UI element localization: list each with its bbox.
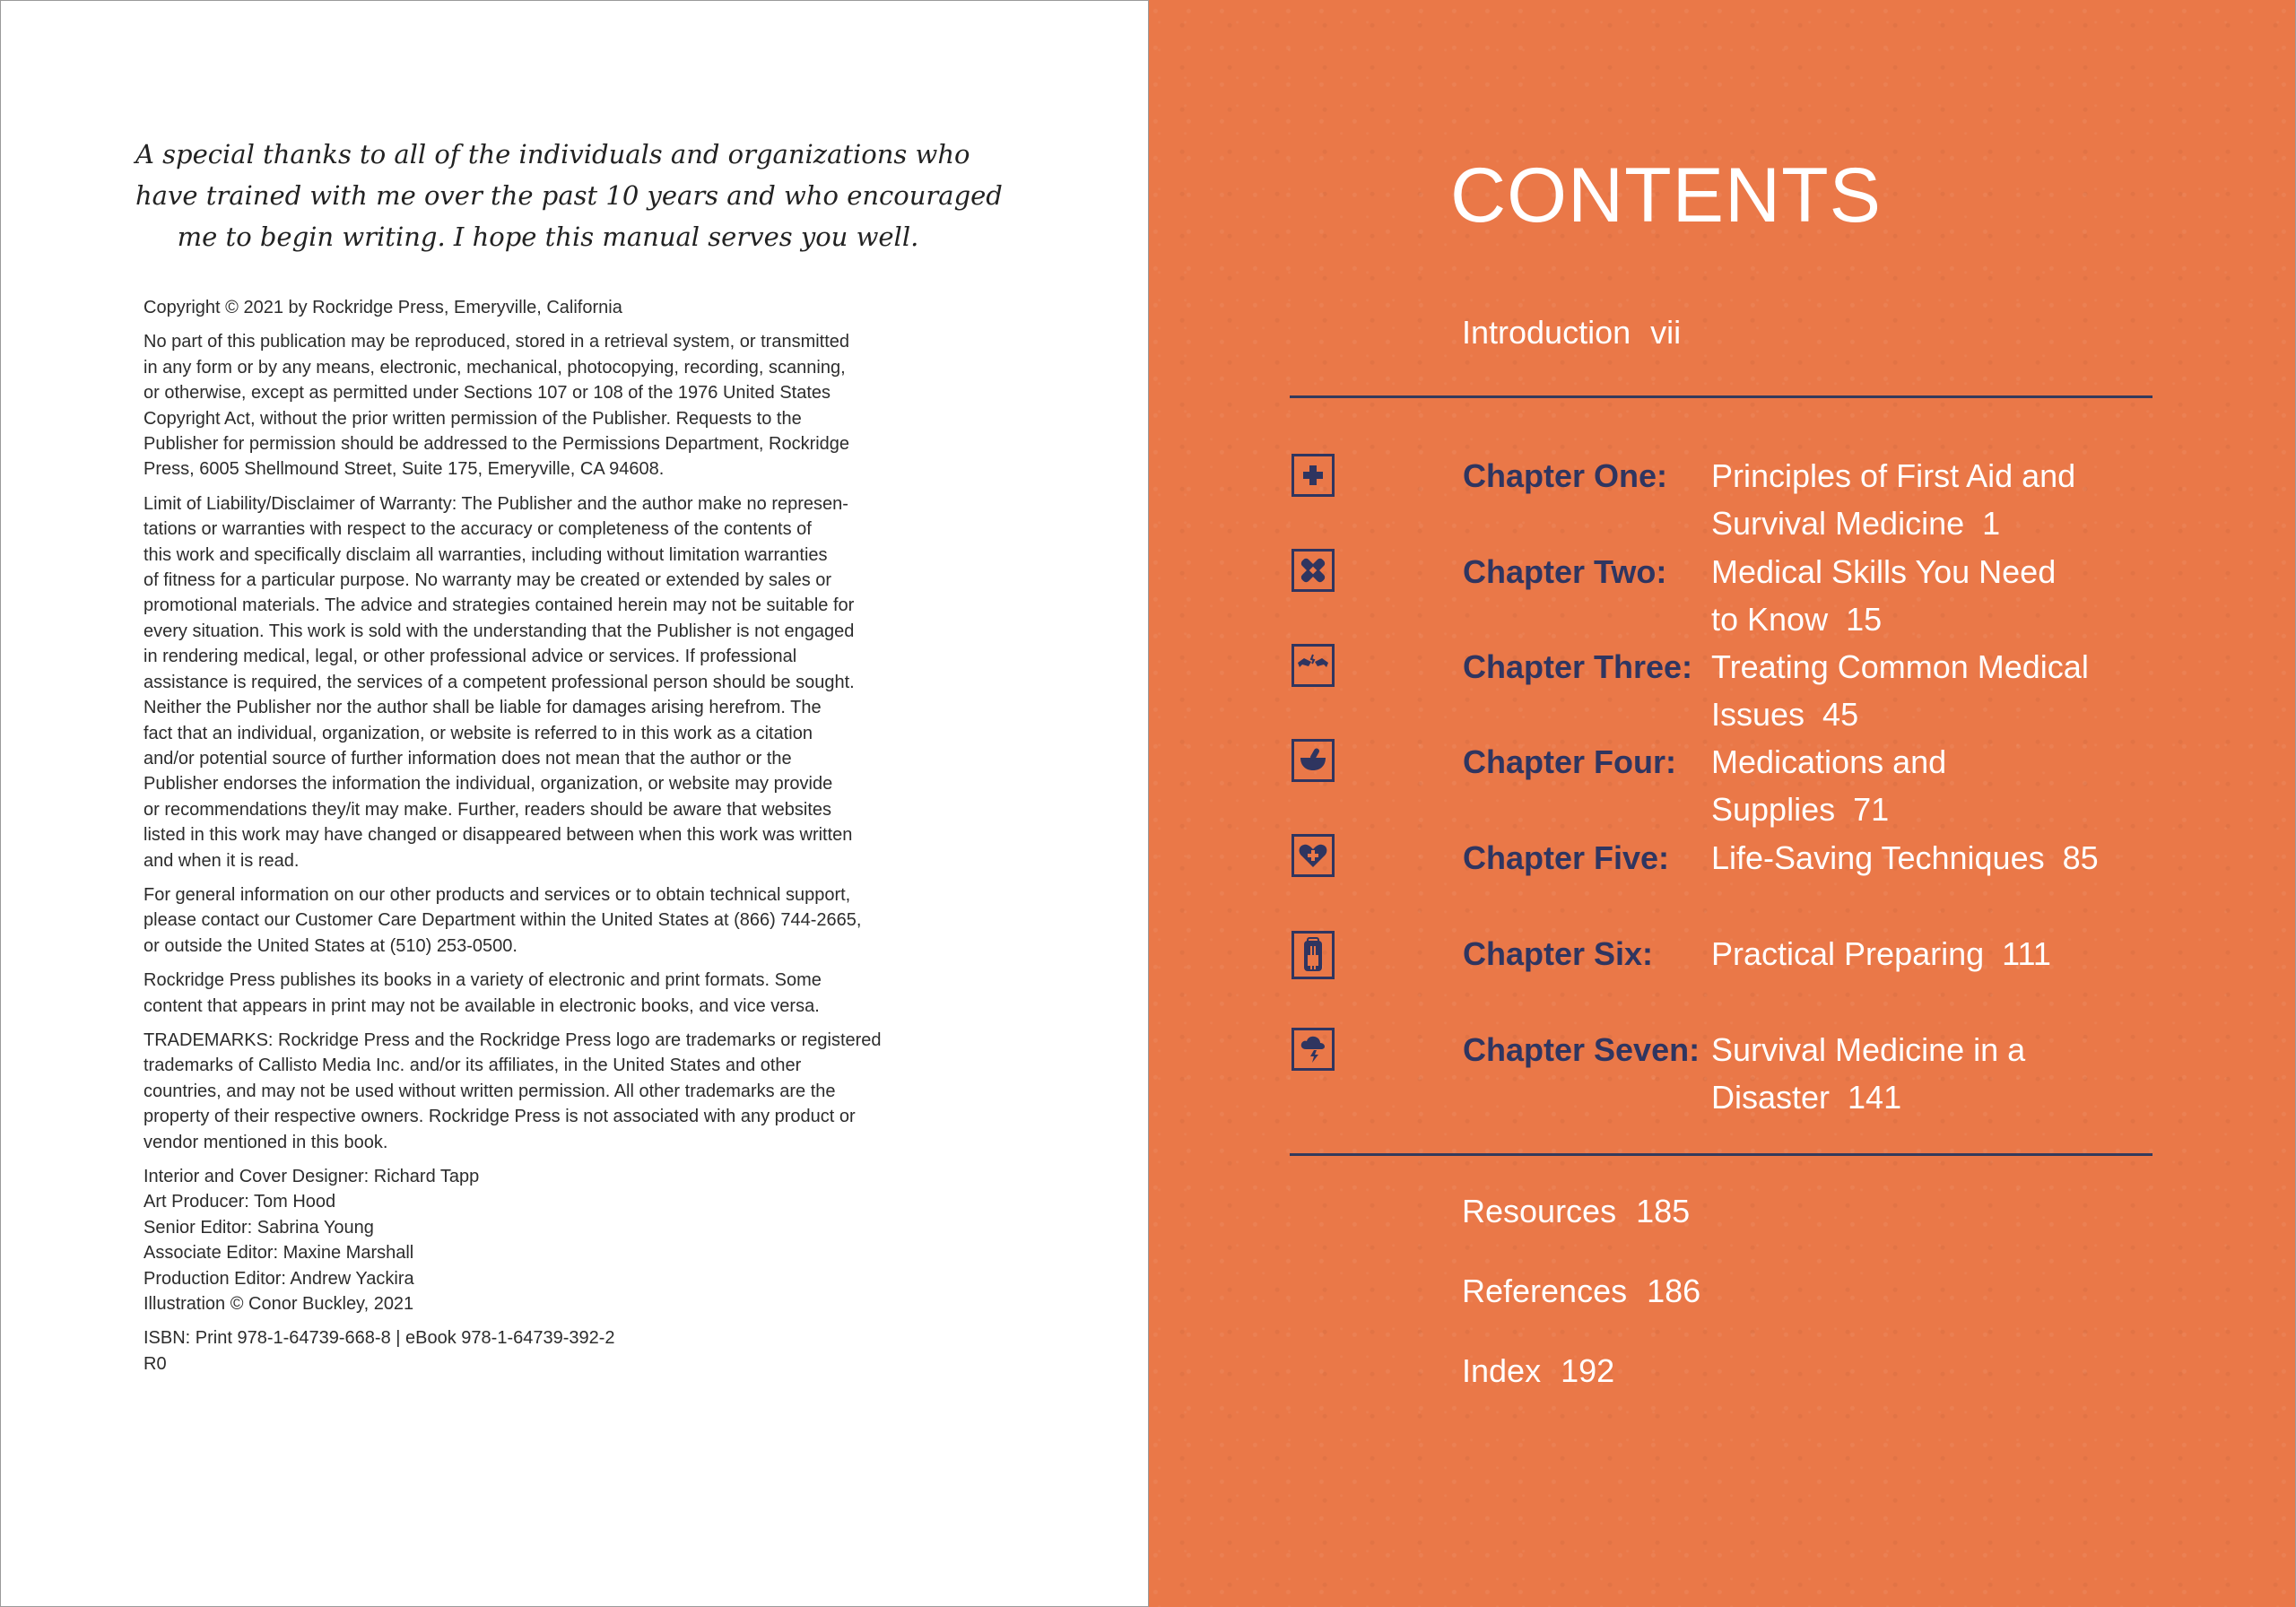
toc-entry-label: Resources bbox=[1462, 1193, 1617, 1229]
dedication-line: have trained with me over the past 10 years and who encouraged bbox=[135, 180, 1003, 211]
toc-page-number: vii bbox=[1650, 314, 1682, 351]
copyright-line: Copyright © 2021 by Rockridge Press, Emeryville, California bbox=[144, 298, 622, 317]
trademarks-line: property of their respective owners. Rockridge Press is not associated with any product or bbox=[144, 1107, 856, 1127]
liability-line: assistance is required, the services of a competent professional person should be sought. bbox=[144, 672, 855, 692]
chapter-title-line: Issues bbox=[1711, 696, 1805, 733]
general-info-line: or outside the United States at (510) 253-0500. bbox=[144, 935, 517, 956]
trademarks-line: countries, and may not be used without written permission. All other trademarks are the bbox=[144, 1081, 836, 1101]
dedication-line: me to begin writing. I hope this manual serves you well. bbox=[177, 222, 919, 252]
chapter-title-line: Survival Medicine in a bbox=[1711, 1031, 2026, 1068]
general-info-line: please contact our Customer Care Department within the United States at (866) 744-2665, bbox=[144, 910, 862, 931]
chapter-three-title[interactable] bbox=[1711, 643, 2089, 738]
trademarks-paragraph bbox=[144, 1028, 951, 1155]
rights-paragraph bbox=[144, 329, 951, 482]
toc-introduction[interactable] bbox=[1462, 314, 1681, 352]
liability-line: Neither the Publisher nor the author shall be liable for damages arising herefrom. The bbox=[144, 698, 822, 718]
rights-line: No part of this publication may be reproduced, stored in a retrieval system, or transmitted bbox=[144, 332, 850, 352]
chapter-four-label[interactable]: Chapter Four: bbox=[1463, 743, 1676, 780]
liability-line: every situation. This work is sold with the understanding that the Publisher is not engaged bbox=[144, 621, 855, 641]
liability-line: in rendering medical, legal, or other professional advice or services. If professional bbox=[144, 647, 797, 667]
rights-line: Copyright Act, without the prior written permission of the Publisher. Requests to the bbox=[144, 408, 802, 429]
toc-page-number: 186 bbox=[1647, 1273, 1701, 1309]
toc-entry-label: Introduction bbox=[1462, 314, 1631, 351]
chapter-two-title[interactable] bbox=[1711, 548, 2056, 643]
liability-line: fact that an individual, organization, or website is referred to in this work as a citation bbox=[144, 723, 813, 743]
liability-line: promotional materials. The advice and strategies contained herein may not be suitable for bbox=[144, 595, 855, 616]
isbn-line: ISBN: Print 978-1-64739-668-8 | eBook 978-1-64739-392-2 bbox=[144, 1328, 615, 1349]
storm-cloud-icon bbox=[1292, 1028, 1335, 1071]
credit-line: Illustration © Conor Buckley, 2021 bbox=[144, 1294, 414, 1315]
chapter-title-line: to Know bbox=[1711, 601, 1829, 638]
rights-line: in any form or by any means, electronic, mechanical, photocopying, recording, scanning, bbox=[144, 357, 846, 378]
dedication bbox=[135, 134, 1003, 257]
trademarks-line: trademarks of Callisto Media Inc. and/or its affiliates, in the United States and other bbox=[144, 1055, 802, 1076]
chapter-one-label[interactable]: Chapter One: bbox=[1463, 457, 1668, 494]
toc-page-number: 111 bbox=[2002, 935, 2051, 972]
copyright-notice bbox=[144, 295, 951, 320]
formats-paragraph bbox=[144, 968, 951, 1019]
toc-entry-label: Index bbox=[1462, 1352, 1542, 1389]
liability-paragraph bbox=[144, 491, 951, 873]
rights-line: Press, 6005 Shellmound Street, Suite 175, Emeryville, CA 94608. bbox=[144, 459, 665, 480]
trademarks-line: TRADEMARKS: Rockridge Press and the Rockridge Press logo are trademarks or registered bbox=[144, 1029, 882, 1050]
print-code: R0 bbox=[144, 1353, 167, 1374]
chapter-title-line: Supplies bbox=[1711, 791, 1836, 828]
contents-heading: CONTENTS bbox=[1450, 152, 1882, 239]
first-aid-cross-icon bbox=[1292, 454, 1335, 497]
credit-line: Associate Editor: Maxine Marshall bbox=[144, 1243, 414, 1264]
backpack-icon bbox=[1292, 931, 1335, 979]
credits-paragraph bbox=[144, 1164, 951, 1316]
liability-line: or recommendations they/it may make. Further, readers should be aware that websites bbox=[144, 799, 832, 820]
dedication-line: A special thanks to all of the individuals and organizations who bbox=[135, 139, 970, 169]
liability-line: Limit of Liability/Disclaimer of Warranty: The Publisher and the author make no represen- bbox=[144, 493, 848, 514]
divider-top bbox=[1290, 395, 2152, 398]
credit-line: Interior and Cover Designer: Richard Tapp bbox=[144, 1167, 480, 1186]
liability-line: tations or warranties with respect to the accuracy or completeness of the contents of bbox=[144, 519, 812, 540]
liability-line: and when it is read. bbox=[144, 850, 300, 871]
credit-line: Senior Editor: Sabrina Young bbox=[144, 1217, 374, 1238]
toc-page-number: 185 bbox=[1636, 1193, 1691, 1229]
toc-entry-label: References bbox=[1462, 1273, 1628, 1309]
credit-line: Art Producer: Tom Hood bbox=[144, 1192, 336, 1212]
chapter-title-line: Principles of First Aid and bbox=[1711, 457, 2076, 494]
broken-bone-icon bbox=[1292, 644, 1335, 687]
formats-line: content that appears in print may not be available in electronic books, and vice versa. bbox=[144, 995, 820, 1016]
liability-line: listed in this work may have changed or disappeared between when this work was written bbox=[144, 825, 853, 846]
chapter-one-title[interactable] bbox=[1711, 452, 2075, 547]
chapter-title-line: Disaster bbox=[1711, 1079, 1831, 1116]
toc-resources[interactable] bbox=[1462, 1193, 1690, 1230]
toc-references[interactable] bbox=[1462, 1273, 1700, 1310]
toc-page-number: 192 bbox=[1561, 1352, 1615, 1389]
toc-page-number: 85 bbox=[2062, 839, 2099, 876]
chapter-title-line: Medications and bbox=[1711, 743, 1947, 780]
bandage-icon bbox=[1292, 549, 1335, 592]
chapter-four-title[interactable] bbox=[1711, 738, 1946, 833]
divider-bottom bbox=[1290, 1153, 2152, 1156]
isbn-paragraph bbox=[144, 1325, 951, 1377]
liability-line: this work and specifically disclaim all warranties, including without limitation warranties bbox=[144, 544, 828, 565]
toc-page-number: 1 bbox=[1982, 505, 2001, 542]
chapter-five-label[interactable]: Chapter Five: bbox=[1463, 839, 1670, 876]
mortar-pestle-icon bbox=[1292, 739, 1335, 782]
toc-index[interactable] bbox=[1462, 1352, 1614, 1390]
general-info-line: For general information on our other products and services or to obtain technical support, bbox=[144, 884, 851, 905]
chapter-seven-label[interactable]: Chapter Seven: bbox=[1463, 1031, 1700, 1068]
chapter-five-title[interactable] bbox=[1711, 834, 2099, 882]
chapter-six-label[interactable]: Chapter Six: bbox=[1463, 935, 1654, 972]
liability-line: and/or potential source of further information does not mean that the author or the bbox=[144, 748, 792, 769]
chapter-three-label[interactable]: Chapter Three: bbox=[1463, 648, 1693, 685]
chapter-seven-title[interactable] bbox=[1711, 1026, 2025, 1121]
chapter-title-line: Life-Saving Techniques bbox=[1711, 839, 2045, 876]
liability-line: of fitness for a particular purpose. No warranty may be created or extended by sales or bbox=[144, 570, 832, 591]
chapter-title-line: Survival Medicine bbox=[1711, 505, 1965, 542]
chapter-title-line: Medical Skills You Need bbox=[1711, 553, 2057, 590]
chapter-title-line: Practical Preparing bbox=[1711, 935, 1985, 972]
toc-page-number: 15 bbox=[1846, 601, 1883, 638]
chapter-six-title[interactable] bbox=[1711, 930, 2051, 977]
trademarks-line: vendor mentioned in this book. bbox=[144, 1132, 388, 1152]
heart-cross-icon bbox=[1292, 834, 1335, 877]
liability-line: Publisher endorses the information the individual, organization, or website may provide bbox=[144, 774, 833, 795]
rights-line: Publisher for permission should be addressed to the Permissions Department, Rockridge bbox=[144, 434, 850, 455]
toc-page-number: 71 bbox=[1853, 791, 1890, 828]
chapter-title-line: Treating Common Medical bbox=[1711, 648, 2089, 685]
general-info-paragraph bbox=[144, 882, 951, 959]
rights-line: or otherwise, except as permitted under Sections 107 or 108 of the 1976 United States bbox=[144, 383, 831, 404]
toc-page-number: 45 bbox=[1822, 696, 1859, 733]
chapter-two-label[interactable]: Chapter Two: bbox=[1463, 553, 1667, 590]
formats-line: Rockridge Press publishes its books in a variety of electronic and print formats. Some bbox=[144, 970, 822, 991]
credit-line: Production Editor: Andrew Yackira bbox=[144, 1268, 414, 1289]
legal-text bbox=[144, 295, 951, 1385]
toc-page-number: 141 bbox=[1848, 1079, 1902, 1116]
